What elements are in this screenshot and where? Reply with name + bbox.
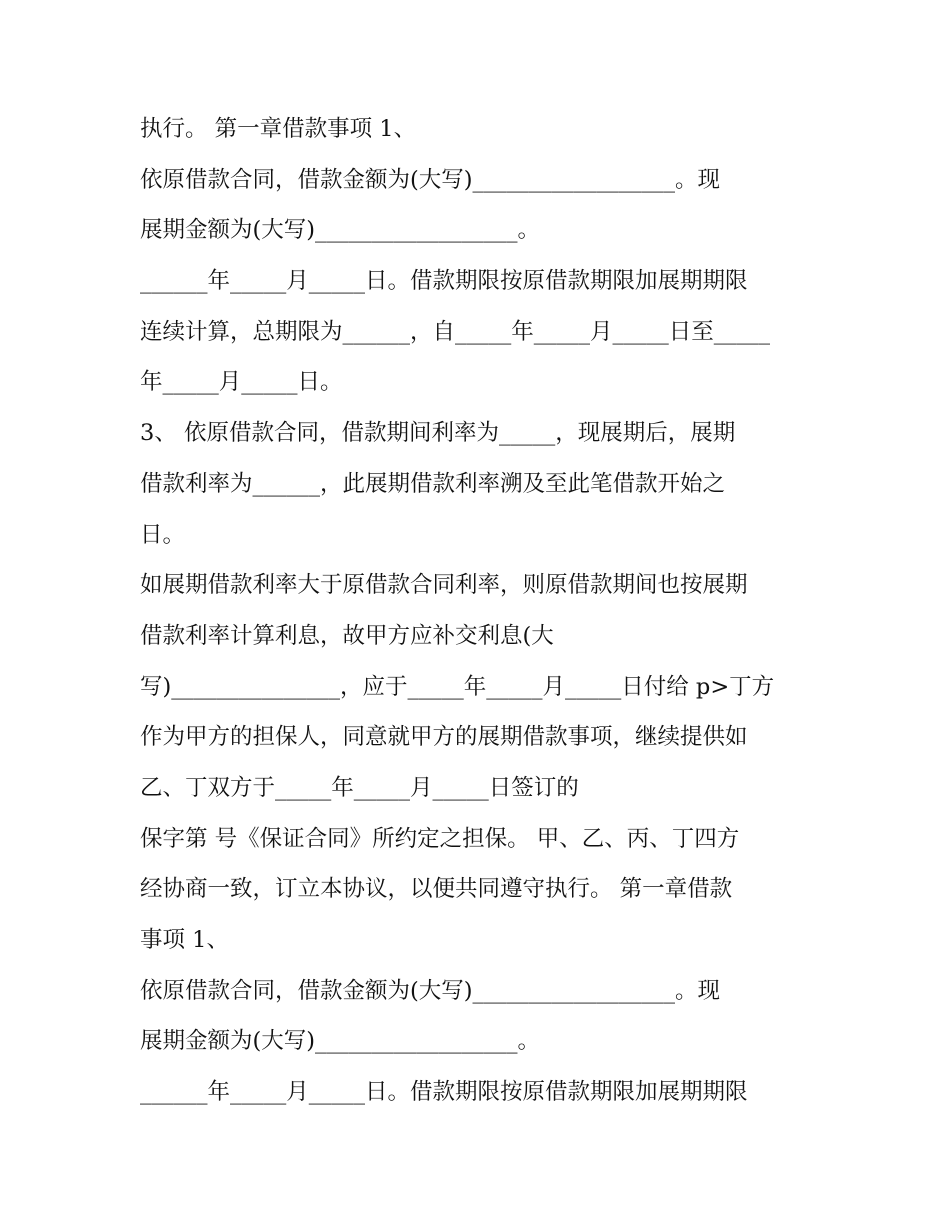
- text-line: 日。: [140, 521, 186, 548]
- text-line: 连续计算，总期限为______，自_____年_____月_____日至_____: [140, 318, 771, 345]
- text-line: 借款利率为______，此展期借款利率溯及至此笔借款开始之: [140, 470, 726, 497]
- text-line: ______年_____月_____日。借款期限按原借款期限加展期期限: [140, 1079, 748, 1106]
- text-line: 写)_______________，应于_____年_____月_____日付给 p>丁方: [140, 673, 775, 700]
- text-line: 借款利率计算利息，故甲方应补交利息(大: [140, 622, 554, 649]
- text-line: 3、 依原借款合同，借款期间利率为_____，现展期后，展期: [140, 420, 736, 447]
- text-line: 保字第 号《保证合同》所约定之担保。 甲、乙、丙、丁四方: [140, 825, 740, 852]
- text-line: 执行。 第一章借款事项 1、: [140, 116, 417, 142]
- text-line: 展期金额为(大写)__________________。: [140, 217, 541, 244]
- text-line: 事项 1、: [140, 927, 229, 953]
- text-line: 展期金额为(大写)__________________。: [140, 1028, 541, 1055]
- text-line: 乙、丁双方于_____年_____月_____日签订的: [140, 774, 579, 801]
- text-line: 依原借款合同，借款金额为(大写)__________________。现: [140, 977, 721, 1004]
- text-line: 经协商一致，订立本协议，以便共同遵守执行。 第一章借款: [140, 876, 733, 903]
- text-line: 年_____月_____日。: [140, 369, 343, 396]
- text-line: 依原借款合同，借款金额为(大写)__________________。现: [140, 166, 721, 193]
- document-text-body: [140, 104, 830, 1118]
- text-line: ______年_____月_____日。借款期限按原借款期限加展期期限: [140, 268, 748, 295]
- text-line: 作为甲方的担保人，同意就甲方的展期借款事项，继续提供如: [140, 724, 748, 751]
- text-line: 如展期借款利率大于原借款合同利率，则原借款期间也按展期: [140, 572, 748, 599]
